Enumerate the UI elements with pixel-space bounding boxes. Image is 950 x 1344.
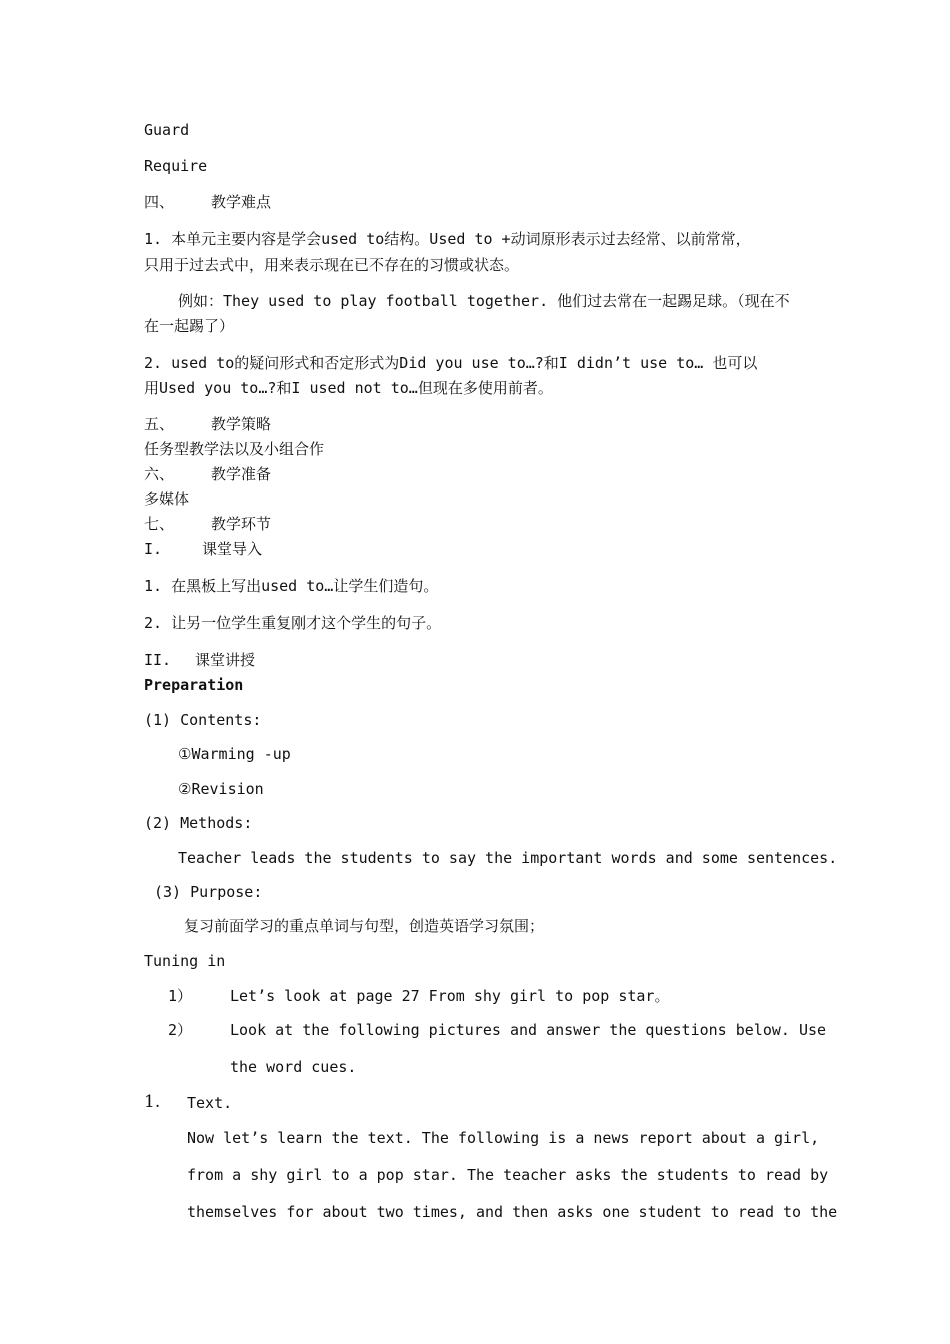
vocab-guard: Guard [144,121,190,139]
section6-content: 多媒体 [144,490,190,508]
methods-text: Teacher leads the students to say the important words and some sentences. [178,849,838,867]
section7-title: 教学环节 [211,515,272,533]
text-paragraph-line3: themselves for about two times, and then asks one student to read to the [187,1203,838,1221]
tuning-item1-number: 1） [168,987,193,1005]
part1-title: 课堂导入 [202,540,263,558]
example-line1: 例如：They used to play football together. 他们过去常在一起踢足球。（现在不 [178,292,790,310]
text-paragraph-line2: from a shy girl to a pop star. The teacher asks the students to read by [187,1166,829,1184]
part1-step1: 1. 在黑板上写出used to…让学生们造句。 [144,577,439,595]
section4-title: 教学难点 [211,193,272,211]
tuning-item2-text-line2: the word cues. [230,1058,357,1076]
part1-step2: 2. 让另一位学生重复刚才这个学生的句子。 [144,614,442,632]
contents-item-revision: ②Revision [178,780,264,798]
difficulty-point2-line1: 2. used to的疑问形式和否定形式为Did you use to…?和I didn’t use to… 也可以 [144,354,758,372]
purpose-label: (3) Purpose: [154,883,263,901]
section4-number: 四、 [144,193,175,211]
text-paragraph-line1: Now let’s learn the text. The following is a news report about a girl, [187,1129,820,1147]
difficulty-point2-line2: 用Used you to…?和I used not to…但现在多使用前者。 [144,379,553,397]
section5-content: 任务型教学法以及小组合作 [144,440,325,458]
section5-number: 五、 [144,415,175,433]
tuning-in-heading: Tuning in [144,952,226,970]
text-section-title: Text. [187,1094,233,1112]
difficulty-point1-line1: 1. 本单元主要内容是学会used to结构。Used to +动词原形表示过去经常、以前常常， [144,230,751,248]
tuning-item2-text-line1: Look at the following pictures and answer the questions below. Use [230,1021,827,1039]
section6-number: 六、 [144,465,175,483]
part1-number: I. [144,540,163,558]
vocab-require: Require [144,157,208,175]
section5-title: 教学策略 [211,415,272,433]
methods-label: (2) Methods: [144,814,253,832]
part2-title: 课堂讲授 [195,651,256,669]
section6-title: 教学准备 [211,465,272,483]
part2-number: II. [144,651,172,669]
preparation-heading: Preparation [144,676,244,694]
tuning-item1-text: Let’s look at page 27 From shy girl to pop star。 [230,987,670,1005]
contents-item-warming-up: ①Warming -up [178,745,291,763]
contents-label: (1) Contents: [144,711,262,729]
section7-number: 七、 [144,515,175,533]
example-line2: 在一起踢了） [144,317,235,335]
text-section-number: 1. [144,1092,161,1112]
purpose-text: 复习前面学习的重点单词与句型，创造英语学习氛围； [184,917,545,935]
difficulty-point1-line2: 只用于过去式中，用来表示现在已不存在的习惯或状态。 [144,256,520,274]
tuning-item2-number: 2） [168,1021,193,1039]
